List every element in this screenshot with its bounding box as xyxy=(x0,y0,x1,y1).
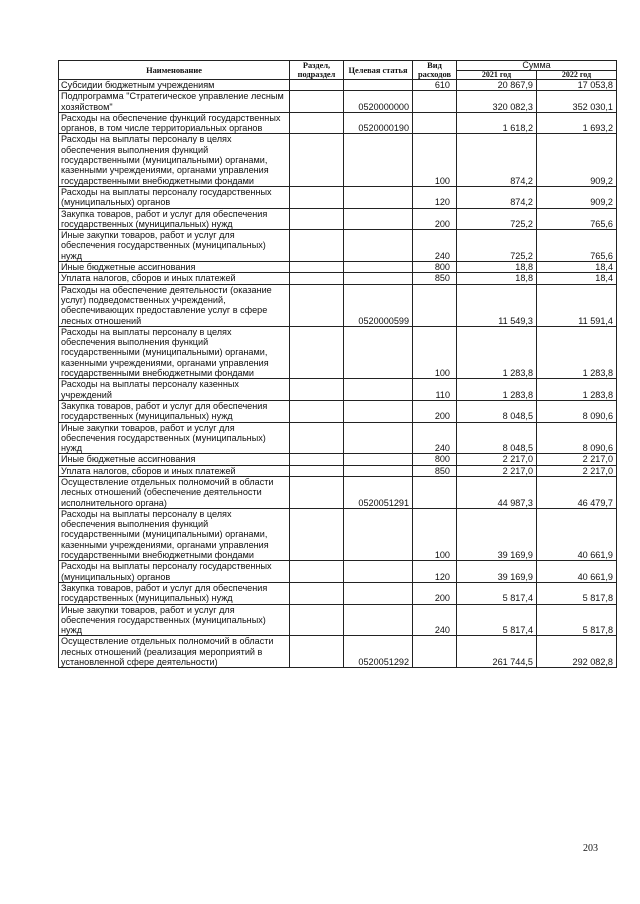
cell-sum-2022: 8 090,6 xyxy=(537,400,617,422)
cell-expense-kind xyxy=(413,636,457,668)
cell-section xyxy=(290,262,344,273)
cell-sum-2022: 46 479,7 xyxy=(537,476,617,508)
cell-sum-2021: 320 082,3 xyxy=(457,91,537,113)
cell-name: Закупка товаров, работ и услуг для обеспечения государственных (муниципальных) нужд xyxy=(59,582,290,604)
cell-name: Расходы на выплаты персоналу государственных (муниципальных) органов xyxy=(59,561,290,583)
cell-target-code: 0520000000 xyxy=(344,91,413,113)
cell-sum-2022: 11 591,4 xyxy=(537,284,617,326)
cell-sum-2022: 18,4 xyxy=(537,273,617,284)
cell-name: Иные закупки товаров, работ и услуг для обеспечения государственных (муниципальных) нужд xyxy=(59,422,290,454)
table-row xyxy=(59,230,617,262)
cell-expense-kind: 800 xyxy=(413,262,457,273)
cell-sum-2021: 18,8 xyxy=(457,273,537,284)
table-row xyxy=(59,508,617,560)
cell-sum-2022: 292 082,8 xyxy=(537,636,617,668)
cell-section xyxy=(290,186,344,208)
cell-name: Субсидии бюджетным учреждениям xyxy=(59,80,290,91)
cell-sum-2022: 18,4 xyxy=(537,262,617,273)
page-number: 203 xyxy=(583,843,598,854)
header-name: Наименование xyxy=(59,61,290,80)
header-target: Целевая статья xyxy=(344,61,413,80)
cell-sum-2022: 5 817,8 xyxy=(537,582,617,604)
cell-sum-2022: 909,2 xyxy=(537,186,617,208)
cell-sum-2022: 17 053,8 xyxy=(537,80,617,91)
cell-name: Расходы на выплаты персоналу в целях обеспечения выполнения функций государственными (муниципальными) органами, казенными учреждениями, органами управления государственными внебюджетными фондами xyxy=(59,508,290,560)
cell-section xyxy=(290,112,344,134)
cell-expense-kind xyxy=(413,476,457,508)
header-2021: 2021 год xyxy=(457,70,537,80)
table-row xyxy=(59,208,617,230)
cell-target-code xyxy=(344,262,413,273)
cell-expense-kind: 240 xyxy=(413,230,457,262)
cell-target-code xyxy=(344,400,413,422)
table-row xyxy=(59,262,617,273)
cell-section xyxy=(290,80,344,91)
cell-name: Иные бюджетные ассигнования xyxy=(59,454,290,465)
cell-sum-2021: 2 217,0 xyxy=(457,465,537,476)
cell-section xyxy=(290,422,344,454)
cell-name: Закупка товаров, работ и услуг для обеспечения государственных (муниципальных) нужд xyxy=(59,400,290,422)
cell-target-code xyxy=(344,326,413,378)
cell-target-code xyxy=(344,561,413,583)
table-row xyxy=(59,604,617,636)
cell-sum-2022: 1 283,8 xyxy=(537,326,617,378)
cell-expense-kind: 100 xyxy=(413,326,457,378)
cell-section xyxy=(290,454,344,465)
cell-section xyxy=(290,561,344,583)
cell-section xyxy=(290,326,344,378)
cell-section xyxy=(290,400,344,422)
cell-sum-2021: 1 618,2 xyxy=(457,112,537,134)
cell-name: Уплата налогов, сборов и иных платежей xyxy=(59,273,290,284)
cell-sum-2022: 765,6 xyxy=(537,208,617,230)
cell-section xyxy=(290,636,344,668)
cell-sum-2021: 5 817,4 xyxy=(457,604,537,636)
cell-name: Расходы на выплаты персоналу казенных учреждений xyxy=(59,379,290,401)
table-row xyxy=(59,379,617,401)
header-section: Раздел, подраздел xyxy=(290,61,344,80)
cell-target-code xyxy=(344,80,413,91)
cell-expense-kind: 610 xyxy=(413,80,457,91)
table-row xyxy=(59,400,617,422)
cell-section xyxy=(290,284,344,326)
cell-name: Расходы на обеспечение деятельности (оказание услуг) подведомственных учреждений, обеспечивающих предоставление услуг в сфере лесных отношений xyxy=(59,284,290,326)
cell-expense-kind: 800 xyxy=(413,454,457,465)
cell-name: Иные бюджетные ассигнования xyxy=(59,262,290,273)
cell-sum-2022: 352 030,1 xyxy=(537,91,617,113)
cell-expense-kind: 200 xyxy=(413,208,457,230)
cell-expense-kind: 120 xyxy=(413,561,457,583)
cell-sum-2021: 18,8 xyxy=(457,262,537,273)
cell-target-code xyxy=(344,186,413,208)
cell-expense-kind: 200 xyxy=(413,400,457,422)
cell-section xyxy=(290,208,344,230)
cell-sum-2022: 2 217,0 xyxy=(537,454,617,465)
cell-sum-2021: 39 169,9 xyxy=(457,561,537,583)
cell-target-code xyxy=(344,422,413,454)
budget-table xyxy=(58,60,617,668)
cell-expense-kind: 100 xyxy=(413,134,457,186)
header-sum: Сумма xyxy=(457,61,617,71)
cell-sum-2021: 725,2 xyxy=(457,230,537,262)
cell-expense-kind: 240 xyxy=(413,604,457,636)
cell-sum-2022: 909,2 xyxy=(537,134,617,186)
cell-name: Расходы на выплаты персоналу в целях обеспечения выполнения функций государственными (муниципальными) органами, казенными учреждениями, органами управления государственными внебюджетными фондами xyxy=(59,134,290,186)
cell-name: Подпрограмма "Стратегическое управление лесным хозяйством" xyxy=(59,91,290,113)
table-row xyxy=(59,273,617,284)
cell-name: Закупка товаров, работ и услуг для обеспечения государственных (муниципальных) нужд xyxy=(59,208,290,230)
cell-sum-2022: 1 693,2 xyxy=(537,112,617,134)
table-row xyxy=(59,465,617,476)
cell-section xyxy=(290,604,344,636)
cell-section xyxy=(290,465,344,476)
cell-expense-kind xyxy=(413,91,457,113)
cell-expense-kind: 100 xyxy=(413,508,457,560)
cell-section xyxy=(290,379,344,401)
cell-sum-2022: 1 283,8 xyxy=(537,379,617,401)
cell-target-code xyxy=(344,379,413,401)
table-row xyxy=(59,636,617,668)
table-row xyxy=(59,112,617,134)
table-body xyxy=(59,80,617,668)
cell-sum-2021: 11 549,3 xyxy=(457,284,537,326)
cell-sum-2021: 2 217,0 xyxy=(457,454,537,465)
cell-sum-2021: 874,2 xyxy=(457,186,537,208)
cell-sum-2021: 1 283,8 xyxy=(457,326,537,378)
cell-target-code: 0520000190 xyxy=(344,112,413,134)
cell-section xyxy=(290,134,344,186)
cell-expense-kind: 240 xyxy=(413,422,457,454)
cell-target-code: 0520051291 xyxy=(344,476,413,508)
cell-section xyxy=(290,273,344,284)
cell-section xyxy=(290,91,344,113)
cell-expense-kind: 200 xyxy=(413,582,457,604)
cell-expense-kind: 850 xyxy=(413,273,457,284)
cell-section xyxy=(290,508,344,560)
cell-name: Расходы на обеспечение функций государственных органов, в том числе территориальных органов xyxy=(59,112,290,134)
cell-target-code xyxy=(344,454,413,465)
cell-sum-2022: 8 090,6 xyxy=(537,422,617,454)
cell-name: Иные закупки товаров, работ и услуг для обеспечения государственных (муниципальных) нужд xyxy=(59,230,290,262)
table-row xyxy=(59,422,617,454)
cell-section xyxy=(290,476,344,508)
cell-name: Осуществление отдельных полномочий в области лесных отношений (реализация мероприятий в установленной сфере деятельности) xyxy=(59,636,290,668)
cell-sum-2021: 8 048,5 xyxy=(457,422,537,454)
cell-sum-2021: 725,2 xyxy=(457,208,537,230)
table-row xyxy=(59,454,617,465)
cell-section xyxy=(290,582,344,604)
cell-name: Уплата налогов, сборов и иных платежей xyxy=(59,465,290,476)
cell-sum-2022: 40 661,9 xyxy=(537,508,617,560)
cell-target-code xyxy=(344,604,413,636)
cell-section xyxy=(290,230,344,262)
cell-sum-2022: 765,6 xyxy=(537,230,617,262)
cell-name: Расходы на выплаты персоналу государственных (муниципальных) органов xyxy=(59,186,290,208)
cell-sum-2021: 874,2 xyxy=(457,134,537,186)
cell-target-code xyxy=(344,508,413,560)
cell-expense-kind: 110 xyxy=(413,379,457,401)
cell-name: Осуществление отдельных полномочий в области лесных отношений (обеспечение деятельности исполнительного органа) xyxy=(59,476,290,508)
cell-sum-2021: 5 817,4 xyxy=(457,582,537,604)
cell-target-code xyxy=(344,134,413,186)
cell-sum-2021: 1 283,8 xyxy=(457,379,537,401)
cell-expense-kind: 850 xyxy=(413,465,457,476)
cell-sum-2022: 5 817,8 xyxy=(537,604,617,636)
cell-expense-kind xyxy=(413,112,457,134)
table-row xyxy=(59,582,617,604)
cell-target-code xyxy=(344,273,413,284)
table-row xyxy=(59,326,617,378)
cell-target-code xyxy=(344,230,413,262)
cell-name: Расходы на выплаты персоналу в целях обеспечения выполнения функций государственными (муниципальными) органами, казенными учреждениями, органами управления государственными внебюджетными фондами xyxy=(59,326,290,378)
cell-sum-2021: 261 744,5 xyxy=(457,636,537,668)
cell-target-code xyxy=(344,582,413,604)
table-row xyxy=(59,80,617,91)
cell-name: Иные закупки товаров, работ и услуг для обеспечения государственных (муниципальных) нужд xyxy=(59,604,290,636)
cell-target-code xyxy=(344,465,413,476)
cell-expense-kind xyxy=(413,284,457,326)
table-row xyxy=(59,134,617,186)
cell-target-code: 0520051292 xyxy=(344,636,413,668)
cell-sum-2021: 20 867,9 xyxy=(457,80,537,91)
table-row xyxy=(59,284,617,326)
cell-sum-2022: 40 661,9 xyxy=(537,561,617,583)
header-2022: 2022 год xyxy=(537,70,617,80)
table-row xyxy=(59,476,617,508)
cell-sum-2021: 8 048,5 xyxy=(457,400,537,422)
cell-sum-2021: 39 169,9 xyxy=(457,508,537,560)
cell-target-code xyxy=(344,208,413,230)
table-header-row xyxy=(59,61,617,71)
header-kind: Вид расходов xyxy=(413,61,457,80)
table-row xyxy=(59,186,617,208)
table-row xyxy=(59,91,617,113)
cell-sum-2021: 44 987,3 xyxy=(457,476,537,508)
cell-target-code: 0520000599 xyxy=(344,284,413,326)
table-row xyxy=(59,561,617,583)
cell-sum-2022: 2 217,0 xyxy=(537,465,617,476)
cell-expense-kind: 120 xyxy=(413,186,457,208)
